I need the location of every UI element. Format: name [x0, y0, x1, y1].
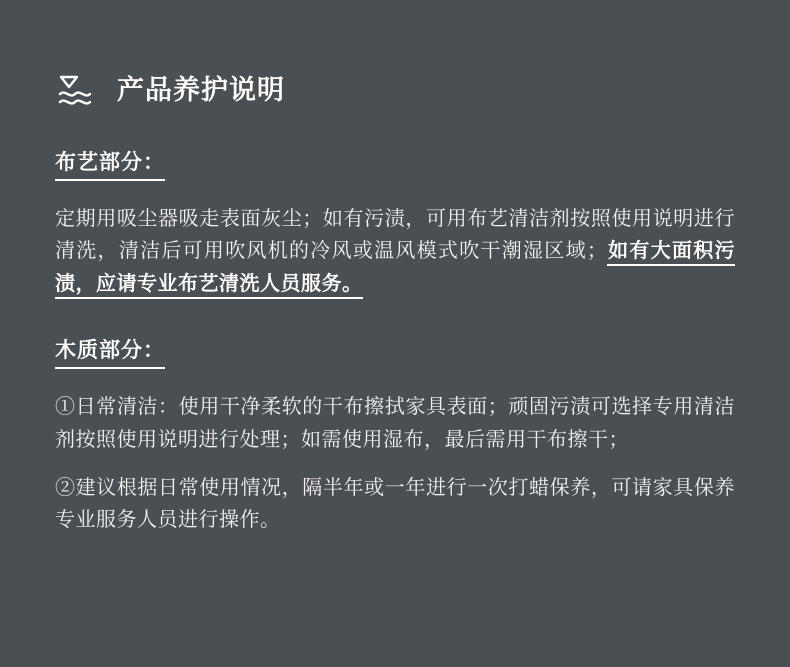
paragraph-wood-2: ②建议根据日常使用情况，隔半年或一年进行一次打蜡保养，可请家具保养专业服务人员进行操作。 [55, 476, 735, 532]
paragraph-wood-1: ①日常清洁：使用干净柔软的干布擦拭家具表面；顽固污渍可选择专用清洁剂按照使用说明进行处理；如需使用湿布，最后需用干布擦干； [55, 396, 735, 451]
section-heading-wood: 木质部分： [55, 334, 165, 369]
section-divider-space [55, 320, 735, 334]
paragraph-fabric-1 [55, 203, 735, 300]
care-instructions-icon [55, 68, 99, 112]
section-wood [55, 334, 735, 537]
section-fabric [55, 146, 735, 300]
paragraph-text: 定期用吸尘器吸走表面灰尘；如有污渍，可用布艺清洁剂按照使用说明进行清洗，清洁后可用吹风机的冷风或温风模式吹干潮湿区域； [55, 208, 735, 263]
paragraph-emphasis: 如有大面积污渍，应请专业布艺清洗人员服务。 [55, 240, 735, 298]
section-heading-fabric: 布艺部分： [55, 146, 165, 181]
page-header [55, 68, 735, 112]
page-title: 产品养护说明 [117, 74, 285, 105]
